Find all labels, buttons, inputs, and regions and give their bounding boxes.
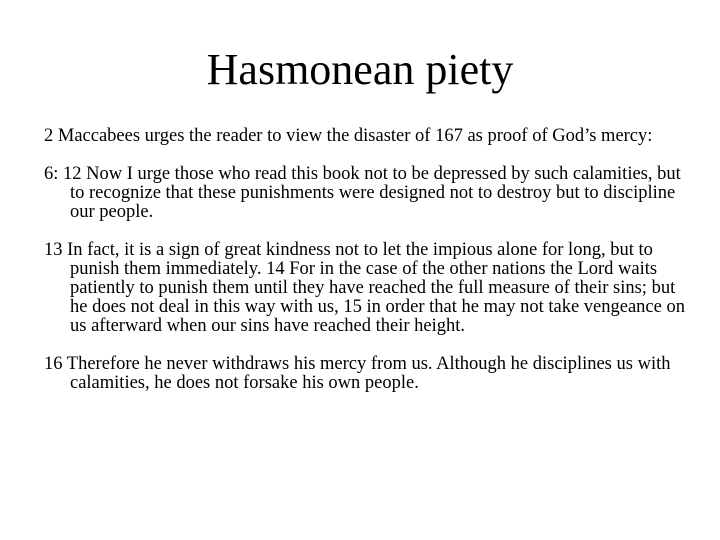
paragraph-verse-6-12: 6: 12 Now I urge those who read this book not to be depressed by such calamities, but to recognize that these punishments were designed not to destroy but to discipline our people. [44,164,681,222]
paragraph-verse-16: 16 Therefore he never withdraws his mercy from us. Although he disciplines us with calamities, he does not forsake his own people. [44,354,671,393]
paragraph-intro: 2 Maccabees urges the reader to view the disaster of 167 as proof of God’s mercy: [44,126,653,146]
paragraph-verses-13-15: 13 In fact, it is a sign of great kindness not to let the impious alone for long, but to punish them immediately. 14 For in the case of the other nations the Lord waits patiently to punish them until they have reached the full measure of their sins; but he does not deal in this way with us, 15 in order that he may not take vengeance on us afterward when our sins have reached their height. [44,240,685,336]
slide-title: Hasmonean piety [206,45,514,94]
slide-body [44,127,690,412]
